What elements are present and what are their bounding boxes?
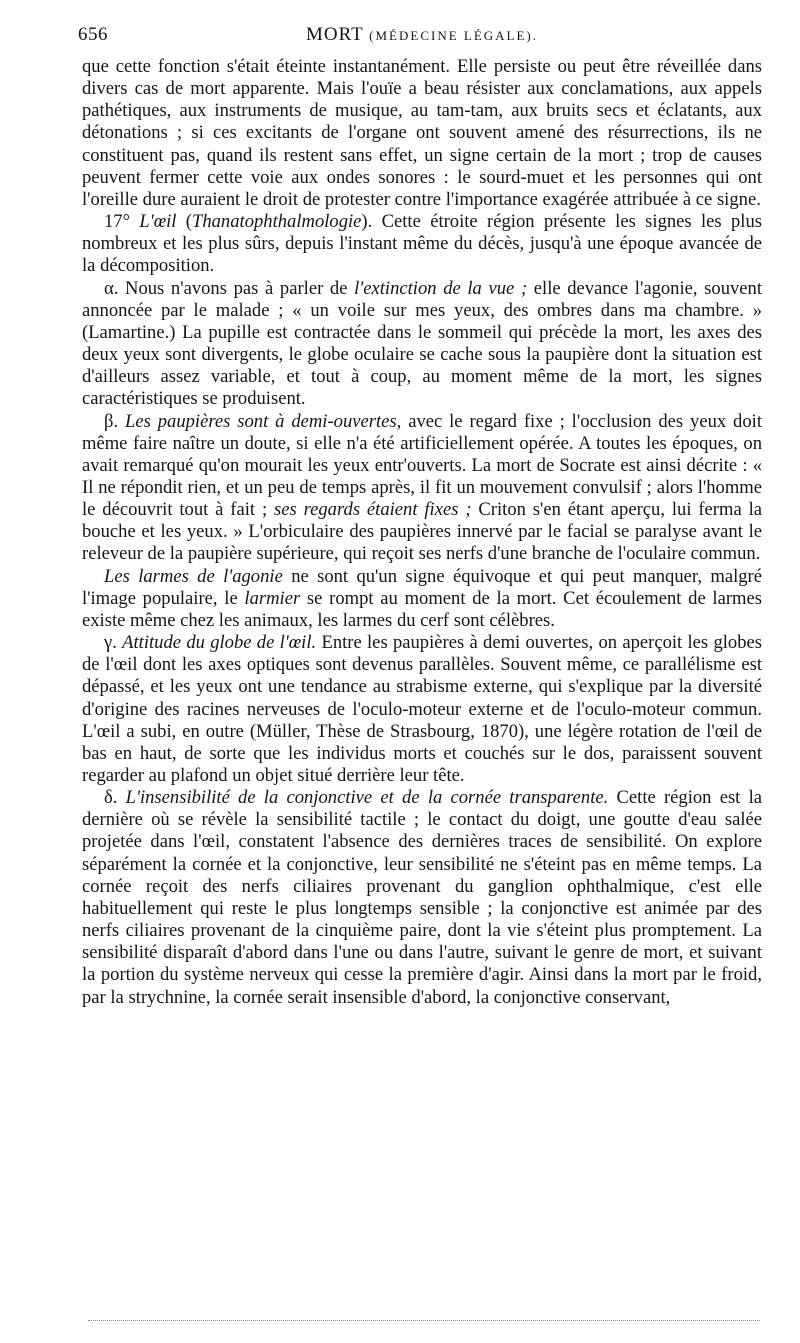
paragraph: [82, 632, 762, 787]
text-run: Entre les paupières à demi ouvertes, on aperçoit les globes de l'œil dont les axes optiques sont devenus parallèles. Souvent même, ce parallélisme est dépassé, et les yeux ont une tendance au strabisme externe, qui s'explique par la diversité d'origine des racines nerveuses de l'oculo-moteur externe et de l'oculo-moteur commun. L'œil a subi, en outre (Müller, Thèse de Strasbourg, 1870), une légère rotation de l'œil de bas en haut, de sorte que les individus morts et couchés sur le dos, paraissent souvent regarder au plafond un objet situé derrière leur tête.: [82, 632, 762, 786]
text-run: ne sont qu'un signe équivoque et qui peut manquer, malgré l'image populaire, le: [82, 565, 762, 609]
running-header: [78, 24, 762, 52]
text-run: δ.: [104, 787, 126, 809]
paragraph: [82, 56, 762, 211]
body-text: [82, 56, 762, 1009]
text-run: se rompt au moment de la mort. Cet écoulement de larmes existe même chez les animaux, les larmes du cerf sont célèbres.: [82, 587, 762, 631]
page-footer-rule: [88, 1320, 760, 1321]
text-run: elle devance l'agonie, souvent annoncée par le malade ; « un voile sur mes yeux, des ombres dans ma chambre. » (Lamartine.) La pupille est contractée dans le sommeil qui précède la mort, les axes des deux yeux sont divergents, le globe oculaire se cache sous la paupière dont la situation est d'ailleurs assez variable, et tout à coup, au moment même de la mort, les signes caractéristiques se produisent.: [82, 277, 763, 410]
text-run: que cette fonction s'était éteinte instantanément. Elle persiste ou peut être réveillée dans divers cas de mort apparente. Mais l'ouïe a beau résister aux conclamations, aux appels pathétiques, aux instruments de musique, au tam-tam, aux bruits secs et éclatants, aux détonations ; si ces excitants de l'organe ont souvent amené des résurrections, ils ne constituent pas, quand ils restent sans effet, un signe certain de la mort ; trop de causes peuvent fermer cette voie aux ondes sonores : le sourd-muet et les personnes qui ont l'oreille dure auraient le droit de protester contre l'importance exagérée attribuée à ce signe.: [82, 56, 762, 210]
text-run: α. Nous n'avons pas à parler de: [104, 277, 355, 299]
text-run: Criton s'en étant aperçu, lui ferma la bouche et les yeux. » L'orbiculaire des paupières innervé par le facial se paralyse avant le releveur de la paupière supérieure, qui reçoit ses nerfs d'une branche de l'oculaire commun.: [82, 499, 763, 565]
italic-text: Les paupières sont à demi-ouvertes: [125, 410, 397, 432]
paragraph: [82, 787, 762, 1009]
paragraph: [82, 566, 762, 632]
page-number: 656: [78, 24, 108, 45]
italic-text: L'insensibilité de la conjonctive et de la cornée transparente.: [125, 787, 609, 809]
italic-text: ses regards étaient fixes ;: [273, 499, 472, 521]
text-run: γ.: [104, 632, 123, 654]
paragraph: [82, 278, 762, 411]
text-run: Cette région est la dernière où se révèle la sensibilité tactile ; le contact du doigt, une goutte d'eau salée projetée dans l'œil, constatent l'absence des dernières traces de sensibilité. On explore séparément la cornée et la conjonctive, leur sensibilité ne s'éteint pas en même temps. La cornée reçoit des nerfs ciliaires provenant du ganglion ophthalmique, c'est elle habituellement qui reste le plus longtemps sensible ; la conjonctive est animée par des nerfs ciliaires provenant de la cinquième paire, dont la vie s'éteint plus promptement. La sensibilité disparaît d'abord dans l'une ou dans l'autre, suivant le genre de mort, et suivant la portion du système nerveux qui cesse la première d'agir. Ainsi dans la mort par le froid, par la strychnine, la cornée serait insensible d'abord, la conjonctive conservant,: [82, 787, 762, 1008]
italic-text: Les larmes de l'agonie: [104, 565, 283, 587]
italic-text: Thanatophthalmologie: [192, 211, 362, 233]
text-run: ). Cette étroite région présente les signes les plus nombreux et les plus sûrs, depuis l'instant même du décès, jusqu'à une époque avancée de la décomposition.: [82, 211, 763, 277]
italic-text: L'œil: [139, 211, 177, 233]
italic-text: larmier: [244, 587, 301, 609]
paragraph: [82, 211, 762, 277]
paragraph: [82, 411, 762, 566]
text-run: (: [176, 211, 192, 233]
running-title: [82, 24, 762, 46]
italic-text: l'extinction de la vue ;: [354, 277, 528, 299]
running-title-sub: (MÉDECINE LÉGALE).: [369, 28, 539, 43]
text-run: , avec le regard fixe ; l'occlusion des yeux doit même faire naître un doute, si elle n'a été artificiellement opérée. A toutes les époques, on avait remarqué qu'on mourait les yeux entr'ouverts. La mort de Socrate est ainsi décrite : « Il ne répondit rien, et un peu de temps après, il fit un mouvement convulsif ; alors l'homme le découvrit tout à fait ;: [82, 410, 762, 521]
italic-text: Attitude du globe de l'œil.: [122, 632, 317, 654]
text-run: 17°: [104, 211, 140, 233]
text-run: β.: [104, 410, 125, 432]
running-title-main: MORT: [305, 24, 364, 45]
